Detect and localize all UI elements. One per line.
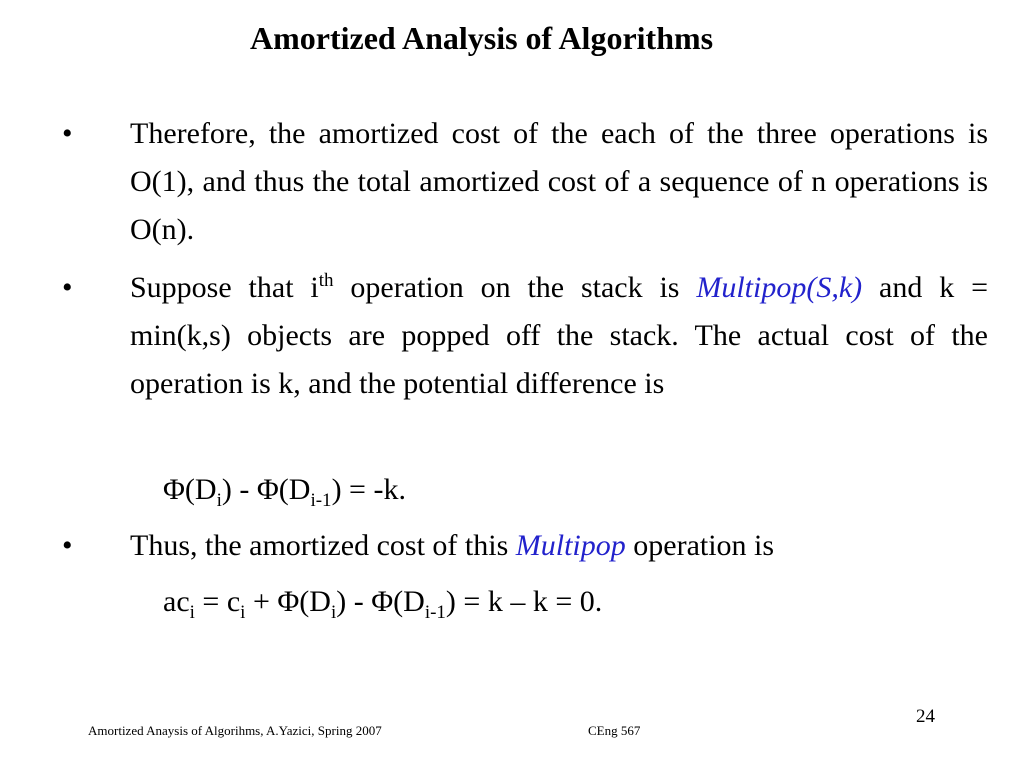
formula2-part-b: = c <box>194 585 241 618</box>
formula2-part-e: ) = k – k = 0. <box>445 585 603 618</box>
formula2-part-a: ac <box>163 585 190 618</box>
amortized-cost-formula <box>163 578 602 626</box>
multipop-emphasis: Multipop(S,k) <box>696 271 863 304</box>
formula1-sub-i: i <box>216 490 222 511</box>
formula1-sub-i-minus-1: i-1 <box>310 490 332 511</box>
bullet-marker-2: • <box>62 271 73 304</box>
footer-course-info: Amortized Anaysis of Algorihms, A.Yazici, Spring 2007 <box>88 723 382 738</box>
footer-course-code: CEng 567 <box>588 723 641 738</box>
multipop-emphasis-2: Multipop <box>515 529 626 562</box>
page-number: 24 <box>916 706 935 727</box>
superscript-th: th <box>318 270 334 291</box>
bullet-text-3-part2: operation is <box>625 529 775 562</box>
slide-title: Amortized Analysis of Algorithms <box>250 20 714 56</box>
bullet-text-1-content: Therefore, the amortized cost of the each of the three operations is O(1), and thus the total amortized cost of a sequence of n operations is O(n). <box>130 117 988 246</box>
bullet-text-2 <box>130 264 988 408</box>
bullet-text-1 <box>130 110 988 254</box>
formula2-sub-4: i-1 <box>424 602 446 623</box>
formula1-part-c: ) = -k. <box>331 473 406 506</box>
bullet-marker-1: • <box>62 117 73 150</box>
formula2-part-c: + Φ(D <box>245 585 331 618</box>
potential-difference-formula <box>163 466 406 514</box>
formula2-sub-3: i <box>330 602 337 623</box>
formula2-part-d: ) - Φ(D <box>336 585 425 618</box>
bullet-text-2-part3: and k = min(k,s) objects are popped off the stack. The actual cost of the operation is k, and the potential difference is <box>130 271 989 400</box>
bullet-text-3-part1: Thus, the amortized cost of this <box>130 529 516 562</box>
bullet-text-2-part1: Suppose that i <box>130 271 319 304</box>
formula2-sub-1: i <box>189 602 195 623</box>
formula2-sub-2: i <box>240 602 246 623</box>
formula1-part-b: ) - Φ(D <box>221 473 311 506</box>
bullet-text-2-part2: operation on the stack is <box>333 271 697 304</box>
formula1-part-a: Φ(D <box>163 473 217 506</box>
bullet-marker-3: • <box>62 529 73 562</box>
bullet-text-3 <box>130 522 988 570</box>
